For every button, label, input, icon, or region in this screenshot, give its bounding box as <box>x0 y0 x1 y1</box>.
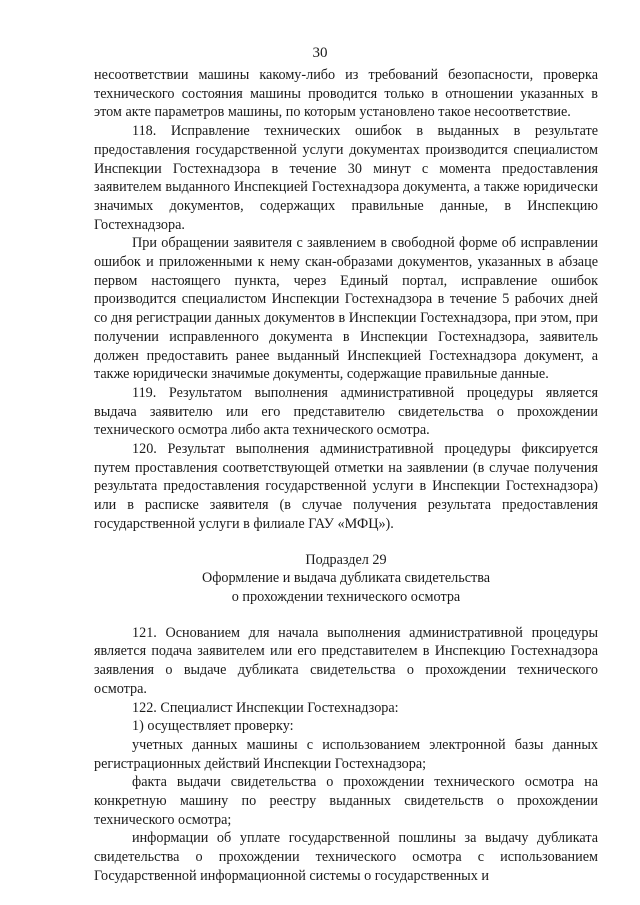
section-title-line: о прохождении технического осмотра <box>231 588 461 605</box>
section-heading <box>94 551 598 607</box>
paragraph: учетных данных машины с использованием электронной базы данных регистрационных действий Инспекции Гостехнадзора; <box>94 736 598 772</box>
paragraph: 122. Специалист Инспекции Гостехнадзора: <box>132 699 399 716</box>
paragraph: факта выдачи свидетельства о прохождении технического осмотра на конкретную машину по реестру выданных свидетельств о прохождении технического осмотра; <box>94 774 598 828</box>
paragraph: 1) осуществляет проверку: <box>132 718 294 735</box>
section-title-line: Оформление и выдача дубликата свидетельства <box>201 570 491 587</box>
document-body <box>94 66 598 886</box>
page-number: 30 <box>312 45 328 61</box>
section-number: Подраздел 29 <box>305 551 387 568</box>
paragraph: 118. Исправление технических ошибок в выданных в результате предоставления государственной услуги документах производится специалистом Инспекции Гостехнадзора в течение 30 минут с момента предоставления заявителем выданного Инспекцией Гостехнадзора документа, а также юридически значимых документов, содержащих правильные данные, в Инспекцию Гостехнадзора. <box>94 123 598 233</box>
paragraph: При обращении заявителя с заявлением в свободной форме об исправлении ошибок и приложенными к нему скан-образами документов, указанных в абзаце первом настоящего пункта, через Единый портал, исправление ошибок производится специалистом Инспекции Гостехнадзора в течение 5 рабочих дней со дня регистрации данных документов в Инспекции Гостехнадзора, при этом, при получении исправленного документа в Инспекции Гостехнадзора, заявитель должен предоставить ранее выданный Инспекцией Гостехнадзора документ, а также юридически значимые документы, содержащие правильные данные. <box>94 235 598 383</box>
paragraph: несоответствии машины какому-либо из требований безопасности, проверка технического состояния машины проводится только в отношении указанных в этом акте параметров машины, по которым установлено такое несоответствие. <box>94 67 598 121</box>
paragraph: информации об уплате государственной пошлины за выдачу дубликата свидетельства о прохождении технического осмотра с использованием Государственной информационной системы о государственных и <box>94 830 598 884</box>
paragraph: 119. Результатом выполнения административной процедуры является выдача заявителю или его представителю свидетельства о прохождении технического осмотра либо акта технического осмотра. <box>94 384 598 439</box>
paragraph: 121. Основанием для начала выполнения административной процедуры является подача заявителем или его представителем в Инспекцию Гостехнадзора заявления о выдаче дубликата свидетельства о прохождении технического осмотра. <box>94 624 598 697</box>
paragraph: 120. Результат выполнения административной процедуры фиксируется путем проставления соответствующей отметки на заявлении (в случае получения результата предоставления государственной услуги в Инспекции Гостехнадзора) или в расписке заявителя (в случае получения результата предоставления государственной услуги в филиале ГАУ «МФЦ»). <box>94 441 598 532</box>
